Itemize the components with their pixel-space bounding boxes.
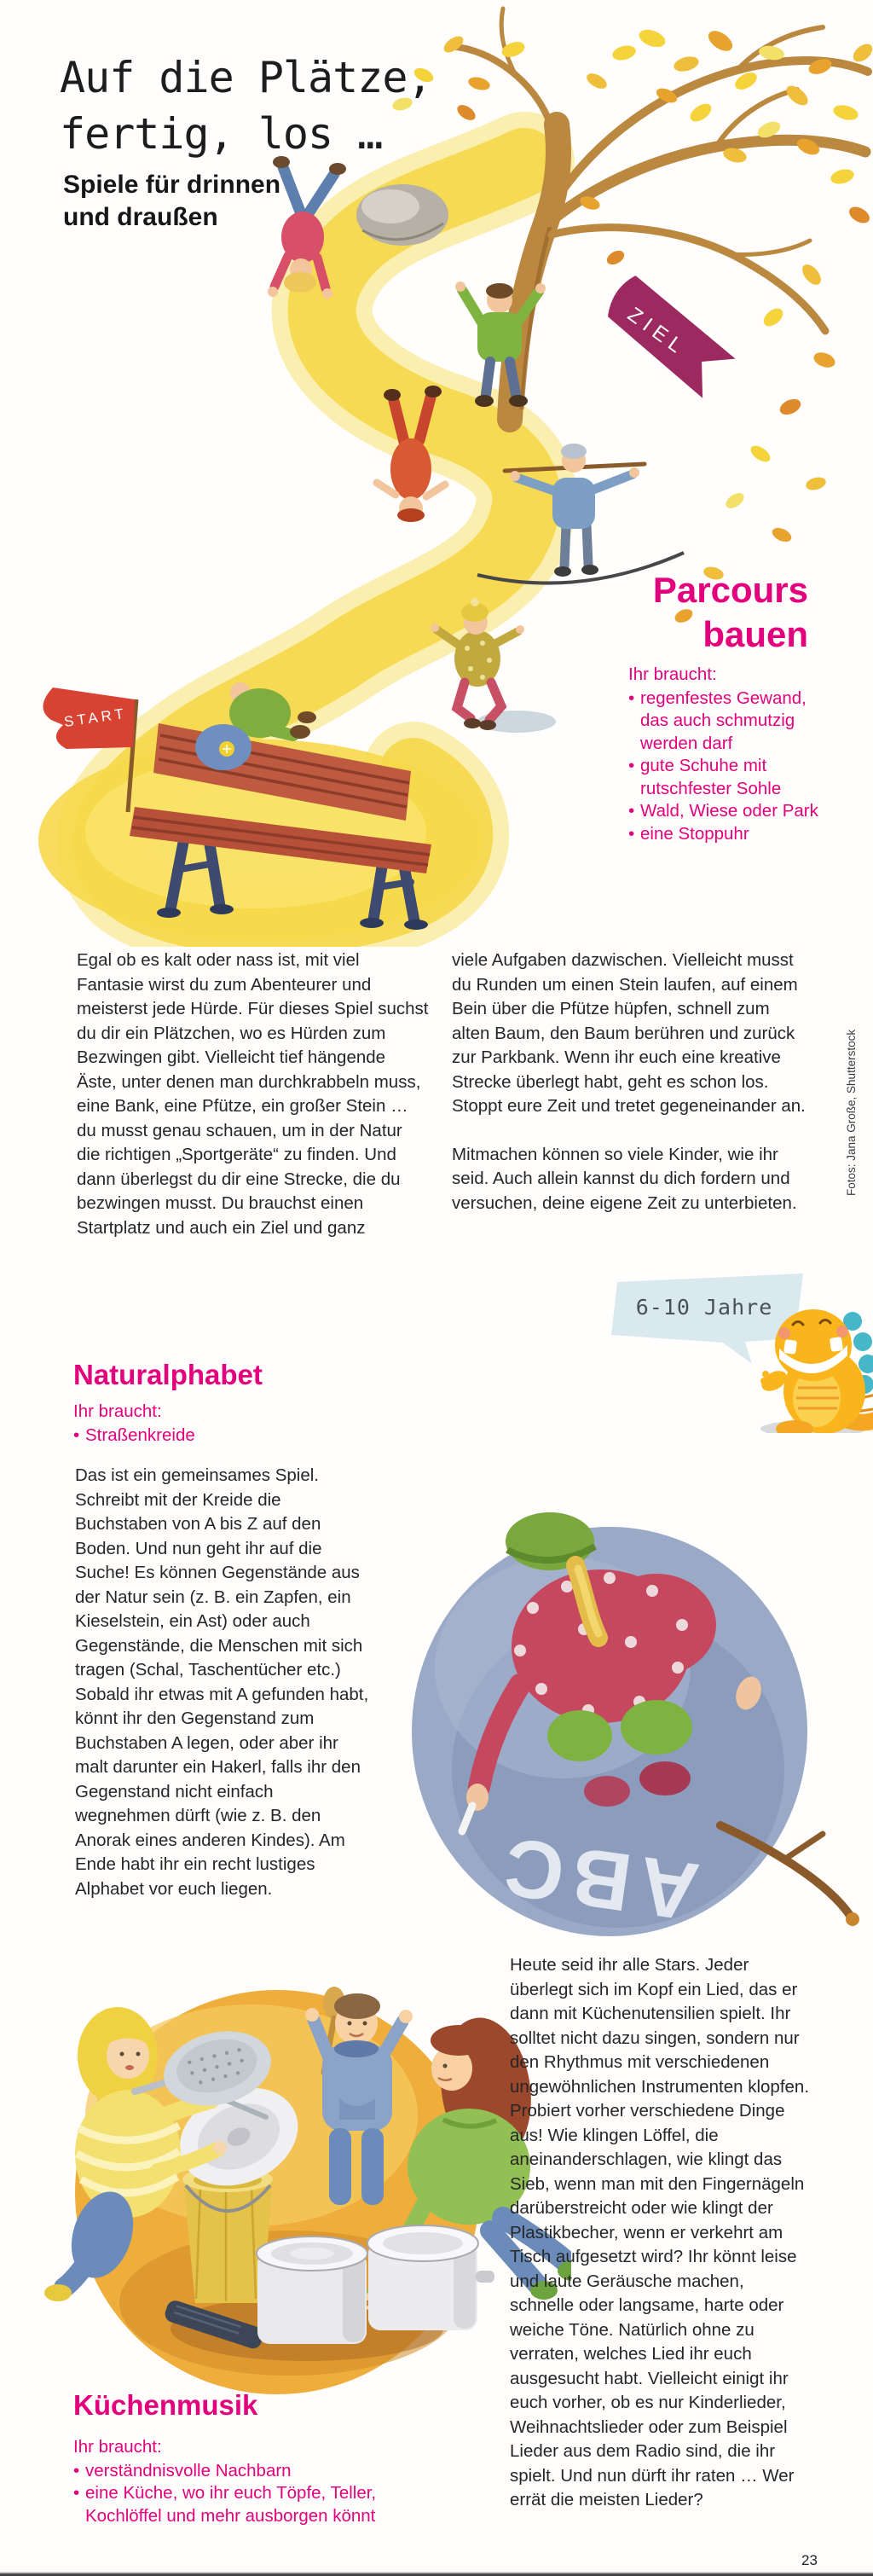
section-title-parcours: Parcours bauen <box>652 570 808 654</box>
needs-item: • verständnisvolle Nachbarn <box>73 2460 397 2483</box>
age-badge: 6-10 Jahre <box>635 1295 773 1320</box>
naturalphabet-body: Das ist ein gemeinsames Spiel. Schreibt mit der Kreide die Buchstaben von A bis Z auf den Boden. Und nun geht ihr auf die Suche! Es können Gegenstände aus der Natur sein (z. B. ein Zapfen, ein Kieselstein, ein Ast) oder auch Gegenstände, die Menschen mit sich tragen (Schal, Taschentücher etc.) Sobald ihr etwas mit A gefunden habt, könnt ihr den Gegenstand zum Buchstaben A legen, oder aber ihr malt darunter ein Hakerl, falls ihr den Gegenstand nicht einfach wegnehmen dürft (wie z. B. den Anorak eines anderen Kindes). Am Ende habt ihr ein recht lustiges Alphabet vor euch liegen. <box>75 1465 369 1899</box>
page-title-line2: fertig, los … <box>60 109 383 159</box>
naturalphabet-needs-list <box>73 1401 329 1447</box>
parcours-body-col2: viele Aufgaben dazwischen. Vielleicht musst du Runden um einen Stein laufen, auf einem Bein über die Pfütze hüpfen, schnell zum alten Baum, den Baum berühren und zurück zur Parkbank. Wenn ihr euch eine kreative Strecke überlegt habt, geht es schon los. Stoppt eure Zeit und tretet gegeneinander an. Mitmachen können so viele Kinder, wie ihr seid. Auch allein kannst du dich fordern und versuchen, deine eigene Zeit zu unterbieten. <box>452 950 806 1213</box>
bullet: • <box>628 756 635 775</box>
kitchen-illustration <box>26 1970 571 2397</box>
ziel-flag-label: ZIEL <box>623 303 691 362</box>
needs-label: Ihr braucht: <box>628 664 717 684</box>
ziel-flag <box>596 272 740 400</box>
bullet: • <box>73 1424 80 1445</box>
bullet: • <box>73 2483 80 2503</box>
abc-illustration <box>384 1497 861 1975</box>
pot-right <box>367 2225 494 2330</box>
parcours-body-col1: Egal ob es kalt oder nass ist, mit viel Fantasie wirst du zum Abenteurer und meisterst jede Hürde. Für dieses Spiel suchst du dir ein Plätzchen, wo es Hürden zum Bezwingen gibt. Vielleicht tief hängende Äste, unter denen man durchkrabbeln muss, eine Bank, eine Pfütze, ein großer Stein … du musst genau schauen, um in der Natur die richtigen „Sportgeräte“ zu finden. Und dann überlegst du dir eine Strecke, die du bezwingen musst. Du brauchst einen Startplatz und auch ein Ziel und ganz <box>77 950 429 1238</box>
parcours-needs-list <box>628 664 823 845</box>
kuechenmusik-body: Heute seid ihr alle Stars. Jeder überlegt sich im Kopf ein Lied, das er dann mit Küchenutensilien spielt. Ihr solltet nicht dazu singen, sondern nur den Rhythmus mit verschiedenen ungewöhnlichen Instrumenten klopfen. Probiert vorher verschiedene Dinge aus! Wie klingen Löffel, die aneinanderschlagen, wie klingt das Sieb, wenn man mit den Fingernägeln darüberstreicht oder wie klingt der Plastikbecher, wenn er verkehrt am Tisch aufgesetzt wird? Ihr könnt leise und laute Geräusche machen, schnelle oder langsame, harte oder weiche Töne. Natürlich ohne zu verraten, welches Lied ihr euch ausgesucht habt. Vielleicht einigt ihr euch vorher, ob es nur Kinderlieder, Weihnachtslieder oder zum Beispiel Lieder aus dem Radio sind, die ihr spielt. Und nun dürft ihr raten … Wer errät die meisten Lieder? <box>510 1955 810 2509</box>
needs-label: Ihr braucht: <box>73 1401 162 1421</box>
page-title <box>60 49 432 162</box>
photo-credit: Fotos: Jana Große, Shutterstock <box>845 1029 858 1196</box>
needs-item: • Straßenkreide <box>73 1424 329 1448</box>
needs-item: • eine Küche, wo ihr euch Töpfe, Teller, Kochlöffel und mehr ausborgen könnt <box>73 2482 397 2527</box>
needs-item: • regenfestes Gewand, das auch schmutzig werden darf <box>628 688 823 756</box>
kuechenmusik-needs-list <box>73 2436 397 2527</box>
bullet: • <box>628 823 635 844</box>
abc-chalk-text: ABC <box>490 1819 704 1938</box>
page-number: 23 <box>801 2552 818 2568</box>
needs-label: Ihr braucht: <box>73 2437 162 2457</box>
needs-item: • gute Schuhe mit rutschfester Sohle <box>628 755 823 800</box>
section-title-kuechenmusik: Küchenmusik <box>73 2389 258 2421</box>
section-title-naturalphabet: Naturalphabet <box>73 1359 263 1390</box>
bullet: • <box>628 688 635 708</box>
start-flag-label: START <box>62 705 128 730</box>
bullet: • <box>73 2460 80 2480</box>
needs-item: • eine Stoppuhr <box>628 823 823 846</box>
page-title-line1: Auf die Plätze, <box>60 53 432 102</box>
age-bubble-illustration <box>597 1267 873 1433</box>
bullet: • <box>628 801 635 821</box>
stone <box>356 184 448 246</box>
needs-item: • Wald, Wiese oder Park <box>628 800 823 823</box>
page-subtitle: Spiele für drinnen und draußen <box>63 171 281 231</box>
